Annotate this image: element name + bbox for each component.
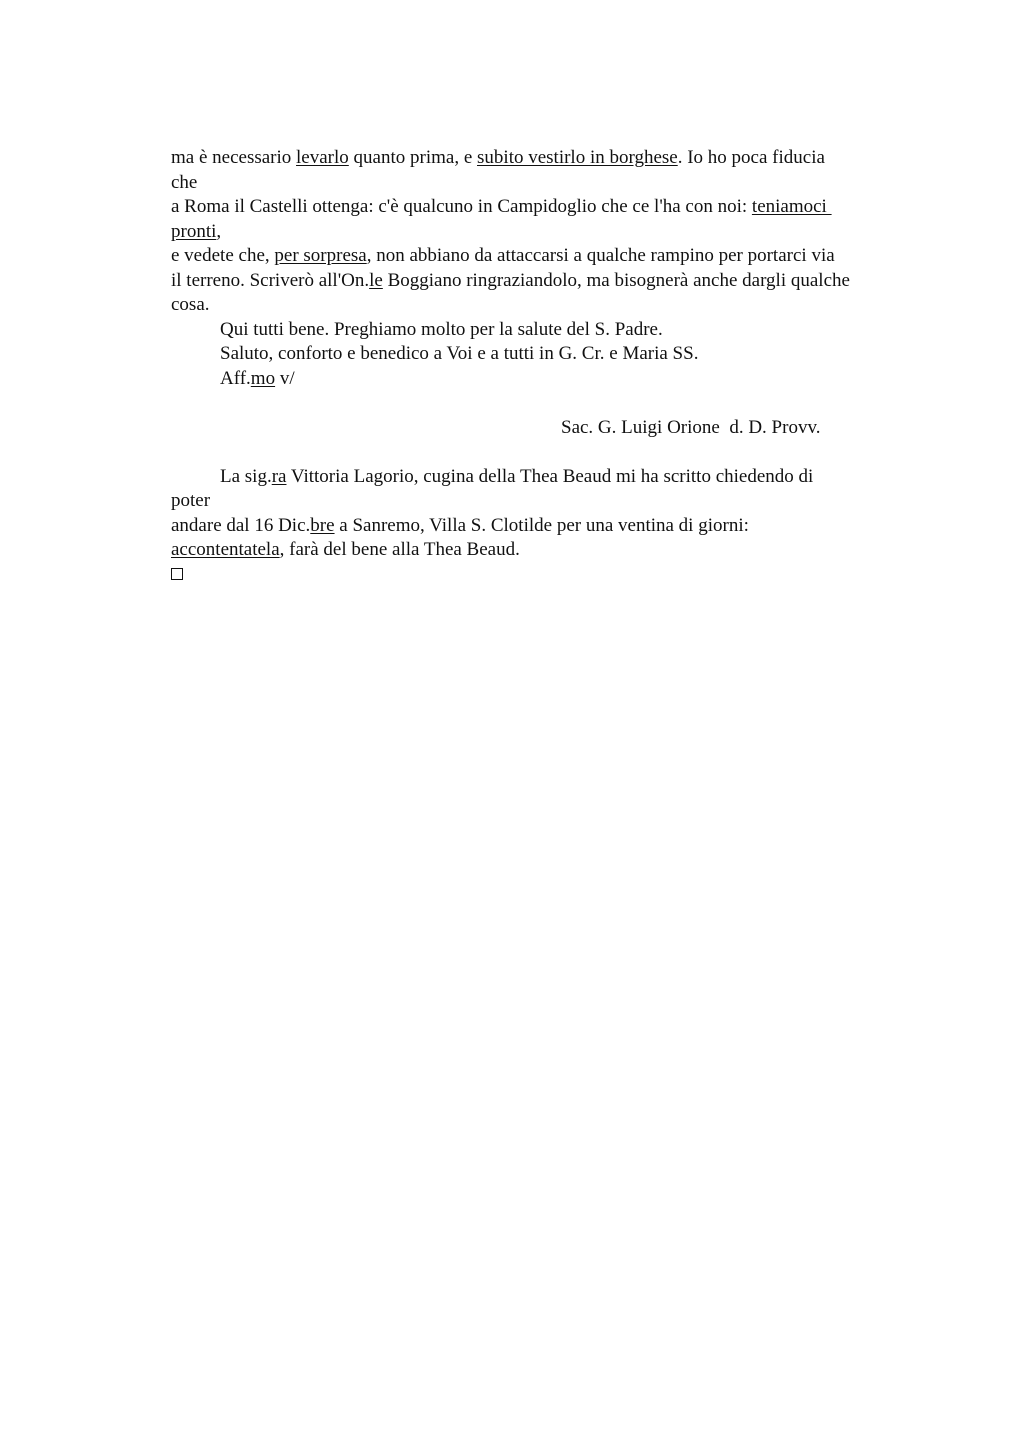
text-run: v/ — [275, 367, 295, 389]
text-run: La sig. — [220, 465, 272, 487]
text-run: Qui tutti bene. Preghiamo molto per la salute del S. Padre. — [220, 318, 663, 340]
text-line — [171, 465, 931, 490]
text-line — [171, 342, 931, 367]
letter-body — [171, 146, 931, 580]
text-run: quanto prima, e — [348, 147, 478, 168]
paragraph-gap — [171, 440, 931, 465]
text-run: a Roma il Castelli ottenga: c'è qualcuno in Campidoglio che ce l'ha con noi: — [171, 196, 752, 217]
text-run: cosa. — [171, 294, 210, 315]
text-line — [171, 220, 931, 245]
text-run: poter — [171, 490, 211, 511]
underlined-text: mo — [250, 367, 276, 389]
text-run: , farà del bene alla Thea Beaud. — [279, 539, 520, 560]
text-line — [171, 293, 931, 318]
text-line — [171, 244, 931, 269]
letter-postscript — [171, 465, 931, 563]
text-line — [171, 171, 931, 196]
text-line — [171, 195, 931, 220]
underlined-text: accontentatela — [171, 539, 280, 560]
underlined-text: teniamoci — [751, 196, 832, 217]
underlined-text: ra — [271, 465, 287, 487]
text-run: a Sanremo, Villa S. Clotilde per una ventina di giorni: — [334, 514, 749, 536]
text-run: ma è necessario — [171, 147, 297, 168]
text-run: Aff. — [220, 367, 251, 389]
text-line — [171, 367, 931, 392]
text-run: , non abbiano da attaccarsi a qualche rampino per portarci via — [366, 245, 835, 266]
underlined-text: le — [369, 269, 383, 291]
text-line — [171, 489, 931, 514]
text-run: Saluto, conforto e benedico a Voi e a tutti in G. Cr. e Maria SS. — [220, 343, 699, 364]
underlined-text: levarlo — [296, 147, 349, 168]
text-run: e vedete che, — [171, 245, 275, 266]
text-run: . Io ho poca fiducia — [677, 147, 825, 168]
text-line — [171, 514, 931, 539]
underlined-text: per sorpresa — [274, 245, 367, 266]
text-line — [171, 538, 931, 563]
text-run: che — [171, 171, 198, 193]
text-run: andare dal 16 Dic. — [171, 514, 311, 536]
text-line — [171, 146, 931, 171]
signature-line: Sac. G. Luigi Orione d. D. Provv. — [561, 416, 821, 438]
text-run: Boggiano ringraziandolo, ma bisognerà anche dargli qualche — [382, 269, 850, 291]
text-run: il terreno. Scriverò all'On. — [171, 269, 370, 291]
underlined-text: pronti — [171, 220, 217, 242]
text-run: Vittoria Lagorio, cugina della Thea Beaud mi ha scritto chiedendo di — [286, 465, 814, 487]
end-of-document-box-icon — [171, 568, 183, 580]
text-line — [171, 318, 931, 343]
text-line — [171, 269, 931, 294]
underlined-text: subito vestirlo in borghese — [477, 147, 678, 168]
letter-main-text — [171, 146, 931, 391]
text-run: , — [216, 220, 222, 242]
underlined-text: bre — [310, 514, 335, 536]
